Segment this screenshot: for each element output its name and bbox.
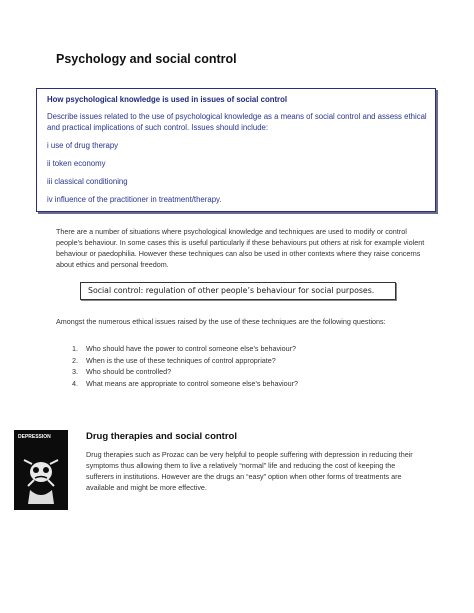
- list-item: [72, 379, 412, 391]
- syllabus-item-classical-conditioning: iii classical conditioning: [47, 177, 128, 186]
- syllabus-box: [36, 88, 436, 212]
- syllabus-item-drug-therapy: i use of drug therapy: [47, 141, 119, 150]
- page-title: Psychology and social control: [56, 52, 237, 66]
- drug-section-heading: Drug therapies and social control: [86, 431, 237, 442]
- syllabus-intro: Describe issues related to the use of psychological knowledge as a means of social control and assess ethical and practical implications of such control. Issues should include:: [47, 112, 427, 132]
- list-item: [72, 367, 412, 379]
- drug-section-paragraph: Drug therapies such as Prozac can be very helpful to people suffering with depression in reducing their symptoms thus allowing them to live a relatively “normal” life and reducing the cost of keeping the sufferers in institutions. However are the drugs an “easy” option when other forms of treatments are available and might be more effective.: [86, 450, 413, 492]
- question-text: Who should be controlled?: [86, 367, 172, 376]
- question-text: Who should have the power to control someone else’s behaviour?: [86, 344, 297, 353]
- intro-paragraph: There are a number of situations where psychological knowledge and techniques are used to modify or control people’s behaviour. In some cases this is useful particularly if these behaviours put others at risk for example violent behaviour or paedophilia. However these techniques can also be used in other contexts where they raise concerns about ethics and personal freedom.: [56, 227, 425, 269]
- question-text: What means are appropriate to control someone else’s behaviour?: [86, 378, 299, 388]
- question-number: 3.: [72, 367, 78, 376]
- list-item: [72, 356, 412, 368]
- definition-text: Social control: regulation of other people’s behaviour for social purposes.: [88, 286, 375, 295]
- image-caption: DEPRESSION: [18, 434, 51, 440]
- definition-box: [80, 282, 396, 300]
- ethics-paragraph: Amongst the numerous ethical issues raised by the use of these techniques are the following questions:: [56, 317, 386, 326]
- question-text: When is the use of these techniques of control appropriate?: [86, 355, 276, 365]
- syllabus-item-practitioner-influence: iv influence of the practitioner in treatment/therapy.: [47, 195, 222, 204]
- syllabus-item-token-economy: ii token economy: [47, 159, 106, 168]
- list-item: [72, 344, 412, 356]
- depression-figure-icon: [14, 430, 68, 510]
- question-number: 4.: [72, 378, 78, 388]
- syllabus-heading: How psychological knowledge is used in issues of social control: [47, 95, 288, 104]
- depression-illustration: [14, 430, 68, 510]
- question-number: 1.: [72, 344, 78, 353]
- question-number: 2.: [72, 355, 78, 365]
- questions-list: [72, 344, 412, 390]
